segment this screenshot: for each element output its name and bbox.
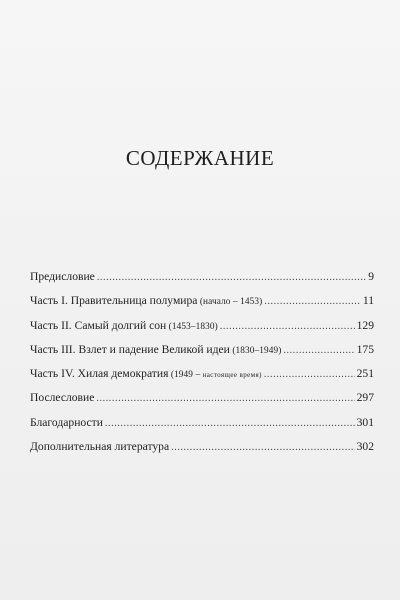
toc-leader-dots [96,393,354,404]
toc-leader-dots [220,321,355,332]
toc-entry [30,294,374,318]
toc-entry-label [30,343,283,356]
toc-page-number: 9 [368,270,374,283]
toc-entry-title: Дополнительная литература [30,440,170,454]
toc-leader-dots [283,345,354,356]
toc-entry-period-caps: настоящее время) [202,371,262,380]
toc-entry [30,319,374,343]
toc-leader-dots [97,272,366,283]
toc-page-number: 302 [356,440,374,454]
toc-entry-label [30,319,220,332]
toc-entry-title: Часть IV. Хилая демократия [30,367,169,381]
toc-page-number: 129 [356,318,374,332]
toc-entry-period: (начало – 1453) [197,297,263,308]
toc-page-number: 175 [356,342,374,356]
toc-entry-label [30,367,264,380]
toc-page-number: 301 [356,415,374,429]
toc-entry [30,391,374,415]
toc-leader-dots [264,369,355,380]
toc-entry-period: (1453–1830) [166,321,218,332]
toc-leader-dots [264,296,360,307]
page-title: СОДЕРЖАНИЕ [125,146,275,170]
toc-entry-period: (1949 – [168,370,203,381]
toc-entry [30,440,374,464]
toc-entry [30,343,374,367]
toc-entry-label [30,416,105,429]
toc-entry-period: (1830–1949) [229,345,282,356]
toc-entry-label [30,391,96,404]
toc-entry [30,270,374,294]
toc-page-number: 11 [362,294,374,308]
toc-entry [30,416,374,440]
table-of-contents [30,270,374,464]
toc-entry-title: Предисловие [30,270,95,283]
toc-leader-dots [105,418,355,429]
toc-entry-title: Часть III. Взлет и падение Великой идеи [30,342,230,356]
toc-entry-label [30,294,264,307]
toc-page-number: 251 [356,367,374,381]
toc-entry-label [30,440,171,453]
toc-entry-label [30,270,97,283]
toc-page-number: 297 [356,391,374,405]
toc-leader-dots [171,442,354,453]
toc-entry-title: Часть II. Самый долгий сон [30,318,167,332]
toc-entry-title: Послесловие [30,391,95,405]
toc-entry-title: Благодарности [30,415,103,429]
toc-entry [30,367,374,391]
toc-entry-title: Часть I. Правительница полумира [30,294,198,308]
